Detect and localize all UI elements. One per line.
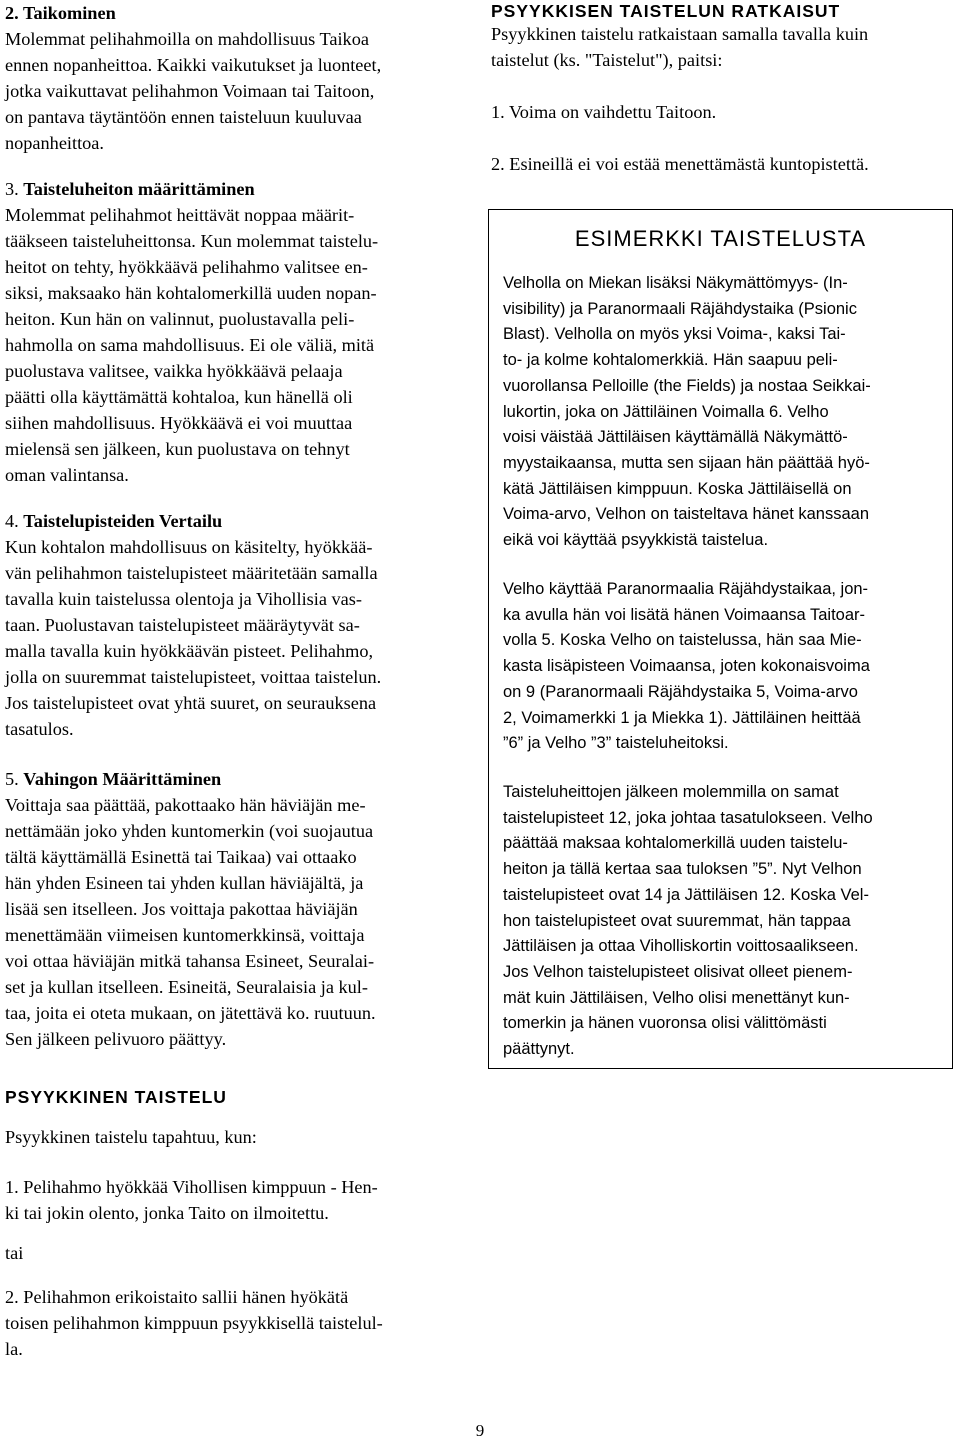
section-3-line: mielensä sen jälkeen, kun puolustava on tehnyt xyxy=(5,439,350,459)
section-3-number: 3. xyxy=(5,179,19,199)
section-5-line: hän yhden Esineen tai yhden kullan häviäjältä, ja xyxy=(5,873,364,893)
example-line: heiton ja tällä kertaa saa tuloksen ”5”. Nyt Velhon xyxy=(503,860,862,879)
example-line: ”6” ja Velho ”3” taisteluheitoksi. xyxy=(503,734,729,753)
example-line: mät kuin Jättiläisen, Velho olisi menettänyt kun- xyxy=(503,988,850,1007)
resolution-item-1: 1. Voima on vaihdettu Taitoon. xyxy=(491,102,717,122)
example-line: kasta lisäpisteen Voimaansa, joten kokonaisvoima xyxy=(503,657,870,676)
psychic-combat-intro: Psyykkinen taistelu tapahtuu, kun: xyxy=(5,1127,257,1147)
section-2-heading: 2. Taikominen xyxy=(5,3,116,23)
section-4-line: tavalla kuin taistelussa olentoja ja Vihollisia vas- xyxy=(5,589,363,609)
example-line: myystaikaansa, mutta sen sijaan hän päättää hyö- xyxy=(503,453,870,472)
example-line: on 9 (Paranormaali Räjähdystaika 5, Voima-arvo xyxy=(503,682,858,701)
section-5 xyxy=(5,766,470,1052)
example-line: Blast). Velholla on myös yksi Voima-, kaksi Tai- xyxy=(503,325,846,344)
section-4-number: 4. xyxy=(5,511,19,531)
example-line: visibility) ja Paranormaali Räjähdystaika (Psionic xyxy=(503,299,857,318)
section-5-title: Vahingon Määrittäminen xyxy=(23,769,222,789)
example-line: taistelupisteet ovat 14 ja Jättiläisen 12. Koska Vel- xyxy=(503,885,869,904)
section-4-title: Taistelupisteiden Vertailu xyxy=(23,511,223,531)
example-line: 2, Voimamerkki 1 ja Miekka 1). Jättiläinen heittää xyxy=(503,708,861,727)
section-4-line: vän pelihahmon taistelupisteet määritetään samalla xyxy=(5,563,378,583)
psychic-combat-item-1 xyxy=(5,1174,470,1226)
example-line: päättää maksaa kohtalomerkillä uuden taistelu- xyxy=(503,834,848,853)
section-5-line: Voittaja saa päättää, pakottaako hän häviäjän me- xyxy=(5,795,366,815)
psychic-combat-item-2 xyxy=(5,1284,470,1362)
section-5-line: menettämään viimeisen kuntomerkkinsä, voittaja xyxy=(5,925,365,945)
section-3-line: siksi, maksaako hän kohtalomerkillä uuden nopan- xyxy=(5,283,377,303)
section-5-line: set ja kullan itselleen. Esineitä, Seuralaisia ja kul- xyxy=(5,977,368,997)
example-line: lukortin, joka on Jättiläinen Voimalla 6. Velho xyxy=(503,402,829,421)
section-3-line: tääkseen taisteluheittonsa. Kun molemmat taistelu- xyxy=(5,231,379,251)
section-3-line: päätti olla käyttämättä kohtaloa, kun hänellä oli xyxy=(5,387,353,407)
section-2-line: nopanheittoa. xyxy=(5,133,104,153)
section-5-line: nettämään joko yhden kuntomerkin (voi suojautua xyxy=(5,821,374,841)
psychic-item-2-line: la. xyxy=(5,1339,23,1359)
section-3-line: Molemmat pelihahmot heittävät noppaa määrit- xyxy=(5,205,355,225)
section-5-heading xyxy=(5,766,470,792)
section-4-line: jolla on suuremmat taistelupisteet, voittaa taistelun. xyxy=(5,667,382,687)
example-paragraph-2 xyxy=(503,577,946,757)
example-line: hon taistelupisteet ovat suuremmat, hän tappaa xyxy=(503,911,851,930)
example-line: päättynyt. xyxy=(503,1040,575,1059)
section-3-line: siihen mahdollisuus. Hyökkäävä ei voi muuttaa xyxy=(5,413,353,433)
example-line: taistelupisteet 12, joka johtaa tasatulokseen. Velho xyxy=(503,808,873,827)
psychic-combat-or: tai xyxy=(5,1243,24,1263)
resolution-line: Psyykkinen taistelu ratkaistaan samalla tavalla kuin xyxy=(491,24,869,44)
psychic-resolution-text xyxy=(491,21,954,73)
section-4-line: tasatulos. xyxy=(5,719,74,739)
section-3-heading xyxy=(5,176,470,202)
resolution-item-2: 2. Esineillä ei voi estää menettämästä kuntopistettä. xyxy=(491,154,869,174)
psychic-combat-heading: PSYYKKINEN TAISTELU xyxy=(5,1087,227,1107)
psychic-item-1-line: ki tai jokin olento, jonka Taito on ilmoitettu. xyxy=(5,1203,329,1223)
section-4-line: malla tavalla kuin hyökkäävän pisteet. Pelihahmo, xyxy=(5,641,374,661)
example-line: volla 5. Koska Velho on taistelussa, hän saa Mie- xyxy=(503,631,862,650)
section-3-line: oman valintansa. xyxy=(5,465,129,485)
example-line: to- ja kolme kohtalomerkkiä. Hän saapuu peli- xyxy=(503,351,838,370)
page-number: 9 xyxy=(475,1421,485,1440)
section-3-line: hahmolla on sama mahdollisuus. Ei ole väliä, mitä xyxy=(5,335,375,355)
example-paragraph-1 xyxy=(503,271,946,554)
example-paragraph-3 xyxy=(503,780,946,1063)
example-line: voisi väistää Jättiläisen käyttämällä Näkymättö- xyxy=(503,428,848,447)
example-line: kätä Jättiläisen kimppuun. Koska Jättiläisellä on xyxy=(503,479,852,498)
section-5-line: taa, joita ei oteta mukaan, on jätettävä ko. ruutuun. xyxy=(5,1003,376,1023)
section-5-number: 5. xyxy=(5,769,19,789)
section-4-line: Kun kohtalon mahdollisuus on käsitelty, hyökkää- xyxy=(5,537,373,557)
psychic-item-1-line: 1. Pelihahmo hyökkää Vihollisen kimppuun - Hen- xyxy=(5,1177,378,1197)
section-4-line: taan. Puolustavan taistelupisteet määräytyvät sa- xyxy=(5,615,360,635)
example-line: eikä voi käyttää psyykkistä taistelua. xyxy=(503,531,769,550)
psychic-item-2-line: 2. Pelihahmon erikoistaito sallii hänen hyökätä xyxy=(5,1287,349,1307)
combat-example-box xyxy=(488,209,953,1069)
example-line: Jättiläisen ja ottaa Viholliskortin voittosaalikseen. xyxy=(503,937,859,956)
example-line: Jos Velhon taistelupisteet olisivat olleet pienem- xyxy=(503,962,853,981)
example-title: ESIMERKKI TAISTELUSTA xyxy=(574,226,867,251)
section-3-title: Taisteluheiton määrittäminen xyxy=(23,179,255,199)
psychic-item-2-line: toisen pelihahmon kimppuun psyykkisellä taistelul- xyxy=(5,1313,383,1333)
section-4-line: Jos taistelupisteet ovat yhtä suuret, on seurauksena xyxy=(5,693,377,713)
example-line: Velho käyttää Paranormaalia Räjähdystaikaa, jon- xyxy=(503,580,869,598)
section-5-line: voi ottaa häviäjän mitkä tahansa Esineet, Seuralai- xyxy=(5,951,375,971)
section-5-line: Sen jälkeen pelivuoro päättyy. xyxy=(5,1029,227,1049)
section-2-line: ennen nopanheittoa. Kaikki vaikutukset ja luonteet, xyxy=(5,55,382,75)
section-2-line: on pantava täytäntöön ennen taisteluun kuuluvaa xyxy=(5,107,362,127)
example-line: Velholla on Miekan lisäksi Näkymättömyys- (In- xyxy=(503,274,848,292)
example-line: vuorollansa Pelloille (the Fields) ja nostaa Seikkai- xyxy=(503,376,871,395)
section-2-line: Molemmat pelihahmoilla on mahdollisuus Taikoa xyxy=(5,29,369,49)
section-5-line: tältä käyttämällä Esinettä tai Taikaa) vai ottaako xyxy=(5,847,357,867)
example-line: Taisteluheittojen jälkeen molemmilla on samat xyxy=(503,783,839,801)
example-line: tomerkin ja hänen vuoronsa olisi välittömästi xyxy=(503,1014,827,1033)
section-4 xyxy=(5,508,470,742)
section-3-line: heiton. Kun hän on valinnut, puolustavalla peli- xyxy=(5,309,355,329)
resolution-line: taistelut (ks. "Taistelut"), paitsi: xyxy=(491,50,723,70)
section-3-line: heitot on tehty, hyökkäävä pelihahmo valitsee en- xyxy=(5,257,368,277)
section-4-heading xyxy=(5,508,470,534)
section-3 xyxy=(5,176,470,488)
example-line: ka avulla hän voi lisätä hänen Voimaansa Taitoar- xyxy=(503,605,866,624)
psychic-resolution-heading: PSYYKKISEN TAISTELUN RATKAISUT xyxy=(491,1,841,21)
section-5-line: lisää sen itselleen. Jos voittaja pakottaa häviäjän xyxy=(5,899,358,919)
section-2-line: jotka vaikuttavat pelihahmon Voimaan tai Taitoon, xyxy=(5,81,375,101)
section-2 xyxy=(5,0,470,156)
example-line: Voima-arvo, Velhon on taisteltava hänet kanssaan xyxy=(503,505,869,524)
section-3-line: puolustava valitsee, vaikka hyökkäävä pelaaja xyxy=(5,361,343,381)
